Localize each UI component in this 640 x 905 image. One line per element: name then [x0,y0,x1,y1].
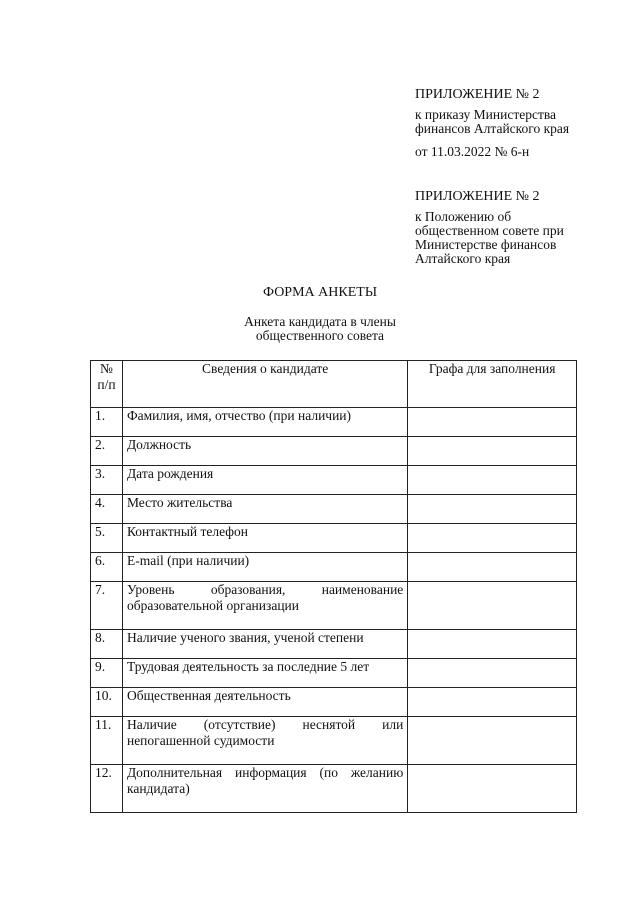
row-description [122,495,407,524]
row-description [122,659,407,688]
table-header-row [91,361,577,408]
appendix-heading: ПРИЛОЖЕНИЕ № 2 [415,87,540,102]
appendix-line: общественном совете при [415,223,564,238]
row-number: 6. [91,553,123,582]
row-number: 2. [91,437,123,466]
row-fill-cell[interactable] [408,688,577,717]
row-number: 12. [91,765,123,813]
row-description-line: Трудовая деятельность за последние 5 лет [126,659,370,674]
row-description-line: Дата рождения [126,466,214,481]
form-subtitle-line: общественного совета [255,328,385,343]
row-description-line: кандидата) [126,781,190,796]
row-fill-cell[interactable] [408,495,577,524]
row-number: 7. [91,582,123,630]
row-description-line: E-mail (при наличии) [126,553,250,568]
row-number: 8. [91,630,123,659]
row-description-line: Фамилия, имя, отчество (при наличии) [126,408,352,423]
row-fill-cell[interactable] [408,524,577,553]
row-number: 3. [91,466,123,495]
row-description [122,688,407,717]
table-row [91,659,577,688]
row-description-line: Место жительства [126,495,233,510]
column-header-info: Сведения о кандидате [122,361,407,408]
table-row [91,688,577,717]
row-description [122,437,407,466]
row-number: 10. [91,688,123,717]
row-number: 5. [91,524,123,553]
form-subtitle [0,315,640,343]
column-header-number-line: п/п [97,377,116,392]
column-header-fill: Графа для заполнения [408,361,577,408]
row-fill-cell[interactable] [408,437,577,466]
row-description [122,553,407,582]
row-fill-cell[interactable] [408,553,577,582]
row-description [122,466,407,495]
column-header-number-line: № [100,361,113,376]
appendix-line: Министерстве финансов [415,237,557,252]
appendix-block-regulation [415,190,615,266]
row-description-line: Дополнительная информация (по желанию [126,765,404,780]
row-fill-cell[interactable] [408,408,577,437]
row-fill-cell[interactable] [408,630,577,659]
table-row [91,717,577,765]
table-row [91,630,577,659]
row-number: 9. [91,659,123,688]
table-row [91,582,577,630]
row-fill-cell[interactable] [408,466,577,495]
appendix-line: к Положению об [415,209,512,224]
appendix-date: от 11.03.2022 № 6-н [415,144,530,159]
row-description [122,524,407,553]
row-description-line: Должность [126,437,192,452]
appendix-line: финансов Алтайского края [415,121,570,136]
row-description [122,582,407,630]
row-description-line: непогашенной судимости [126,733,275,748]
row-description [122,408,407,437]
candidate-form-table [90,360,577,813]
row-description [122,630,407,659]
form-subtitle-line: Анкета кандидата в члены [244,314,396,329]
row-description-line: Общественная деятельность [126,688,291,703]
row-description-line: Уровень образования, наименование [126,582,404,597]
row-description-line: образовательной организации [126,598,300,613]
row-description [122,765,407,813]
appendix-heading: ПРИЛОЖЕНИЕ № 2 [415,189,540,204]
table-row [91,466,577,495]
column-header-number [91,361,123,408]
row-description-line: Наличие (отсутствие) неснятой или [126,717,404,732]
row-number: 4. [91,495,123,524]
table-row [91,495,577,524]
row-description-line: Контактный телефон [126,524,249,539]
table-row [91,524,577,553]
row-fill-cell[interactable] [408,765,577,813]
row-number: 11. [91,717,123,765]
row-description-line: Наличие ученого звания, ученой степени [126,630,364,645]
table-row [91,408,577,437]
appendix-line: Алтайского края [415,251,511,266]
appendix-block-order [415,88,615,159]
table-row [91,765,577,813]
row-fill-cell[interactable] [408,659,577,688]
row-description [122,717,407,765]
row-fill-cell[interactable] [408,717,577,765]
appendix-line: к приказу Министерства [415,107,557,122]
table-row [91,437,577,466]
row-fill-cell[interactable] [408,582,577,630]
table-row [91,553,577,582]
row-number: 1. [91,408,123,437]
form-title: ФОРМА АНКЕТЫ [262,285,378,300]
